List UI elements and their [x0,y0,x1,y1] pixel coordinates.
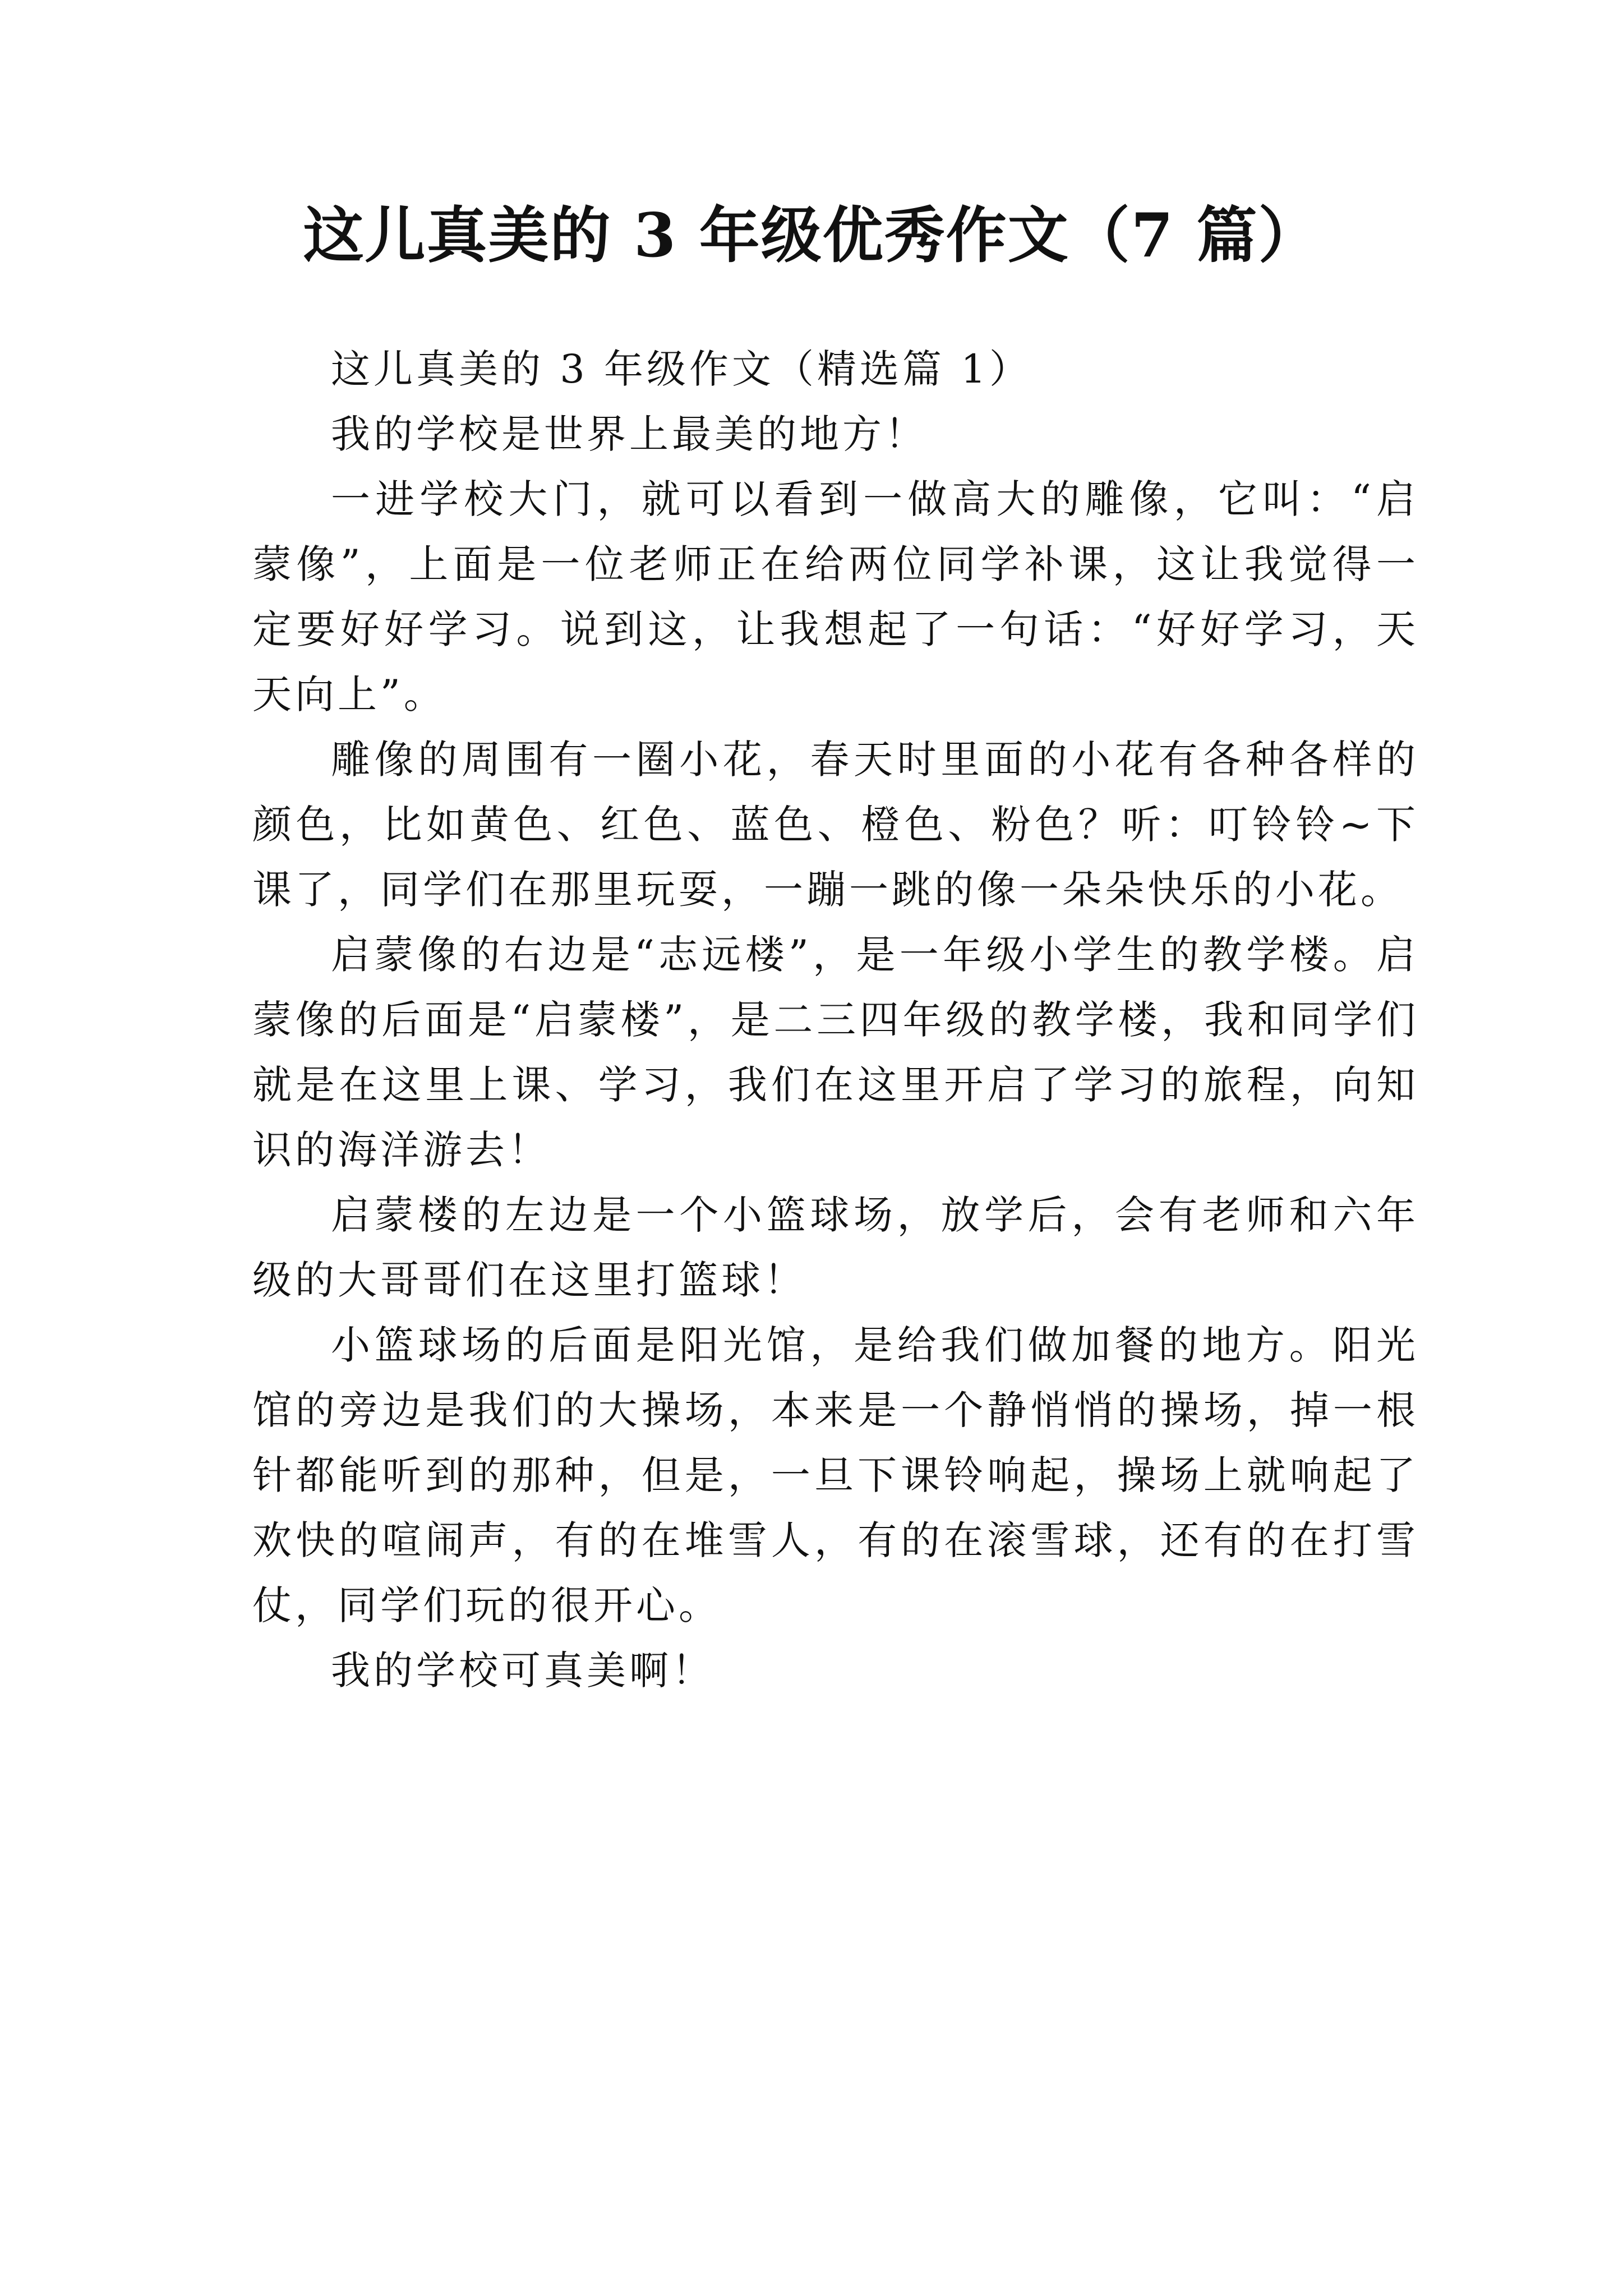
paragraph: 雕像的周围有一圈小花，春天时里面的小花有各种各样的颜色，比如黄色、红色、蓝色、橙色、粉色？听：叮铃铃~下课了，同学们在那里玩耍，一蹦一跳的像一朵朵快乐的小花。 [252,737,1419,913]
paragraph: 这儿真美的 3 年级作文（精选篇 1） [331,346,1032,392]
document-title: 这儿真美的 3 年级优秀作文（7 篇） [303,200,1320,271]
paragraph: 启蒙像的右边是“志远楼”，是一年级小学生的教学楼。启蒙像的后面是“启蒙楼”，是二三四年级的教学楼，我和同学们就是在这里上课、学习，我们在这里开启了学习的旅程，向知识的海洋游去！ [252,932,1419,1173]
paragraph: 小篮球场的后面是阳光馆，是给我们做加餐的地方。阳光馆的旁边是我们的大操场，本来是一个静悄悄的操场，掉一根针都能听到的那种，但是，一旦下课铃响起，操场上就响起了欢快的喧闹声，有的在堆雪人，有的在滚雪球，还有的在打雪仗，同学们玩的很开心。 [252,1322,1419,1628]
paragraph: 启蒙楼的左边是一个小篮球场，放学后，会有老师和六年级的大哥哥们在这里打篮球！ [252,1192,1419,1303]
paragraph: 一进学校大门，就可以看到一做高大的雕像，它叫：“启蒙像”，上面是一位老师正在给两位同学补课，这让我觉得一定要好好学习。说到这，让我想起了一句话：“好好学习，天天向上”。 [252,476,1419,717]
paragraph: 我的学校是世界上最美的地方！ [331,411,928,457]
document-body [252,337,1419,1703]
paragraph: 我的学校可真美啊！ [331,1648,714,1694]
